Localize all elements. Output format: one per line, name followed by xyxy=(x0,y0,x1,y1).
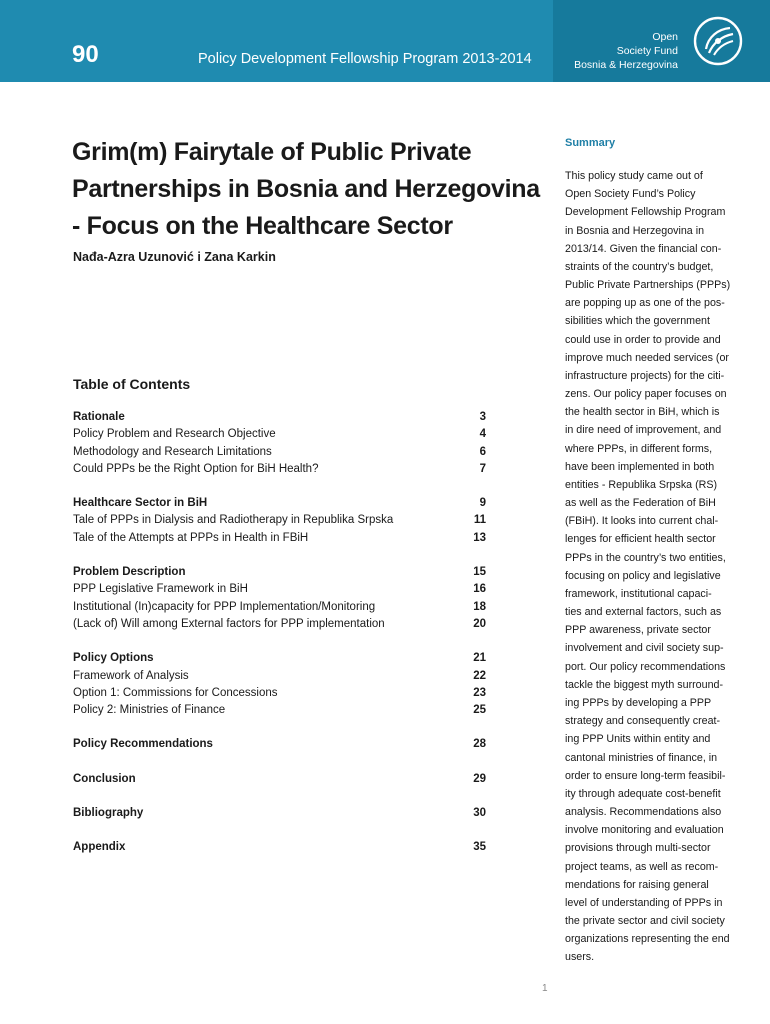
toc-entry[interactable] xyxy=(73,687,486,704)
summary-line: sibilities which the government xyxy=(565,315,710,328)
org-name-line: Society Fund xyxy=(616,45,678,57)
summary-line: framework, institutional capaci- xyxy=(565,587,712,600)
toc-group xyxy=(73,738,486,755)
summary-line: have been implemented in both xyxy=(565,460,715,473)
org-name xyxy=(574,30,678,72)
summary-line: strategy and consequently creat- xyxy=(565,715,721,728)
osf-logo-icon xyxy=(692,15,744,67)
toc-entry-label: Policy Recommendations xyxy=(73,738,213,751)
toc-entry[interactable] xyxy=(73,583,486,600)
summary-line: ties and external factors, such as xyxy=(565,606,722,619)
summary-line: zens. Our policy paper focuses on xyxy=(565,388,727,401)
toc-entry[interactable] xyxy=(73,463,486,480)
toc-entry-label: Problem Description xyxy=(73,566,186,579)
toc-entry[interactable] xyxy=(73,773,486,790)
summary-line: improve much needed services (or xyxy=(565,351,729,364)
summary-line: involvement and civil society sup- xyxy=(565,642,724,655)
toc-entry-page: 29 xyxy=(473,772,486,785)
summary-line: entities - Republika Srpska (RS) xyxy=(565,478,718,491)
toc-entry-label: Tale of PPPs in Dialysis and Radiotherapy in Republika Srpska xyxy=(73,514,394,527)
toc-entry-page: 6 xyxy=(479,445,486,458)
toc-entry-page: 35 xyxy=(473,841,486,854)
summary-line: are popping up as one of the pos- xyxy=(565,297,725,310)
toc-group xyxy=(73,807,486,824)
toc-entry[interactable] xyxy=(73,738,486,755)
summary-line: order to ensure long-term feasibil- xyxy=(565,769,726,782)
toc-entry-page: 7 xyxy=(479,462,486,475)
toc-entry-page: 13 xyxy=(473,531,486,544)
toc-entry-label: Could PPPs be the Right Option for BiH Health? xyxy=(73,462,319,475)
table-of-contents xyxy=(73,411,486,876)
toc-entry-label: Tale of the Attempts at PPPs in Health in FBiH xyxy=(73,531,309,544)
summary-line: analysis. Recommendations also xyxy=(565,806,722,819)
summary-line: ing PPPs by developing a PPP xyxy=(565,696,712,709)
toc-entry-page: 18 xyxy=(473,600,486,613)
summary-line: cantonal ministries of finance, in xyxy=(565,751,718,764)
summary-line: in Bosnia and Herzegovina in xyxy=(565,224,705,237)
toc-entry-page: 25 xyxy=(473,704,486,717)
toc-entry-page: 20 xyxy=(473,617,486,630)
toc-entry-label: Rationale xyxy=(73,411,125,423)
summary-line: involve monitoring and evaluation xyxy=(565,824,724,837)
toc-entry-page: 16 xyxy=(473,583,486,596)
summary-line: lenges for efficient health sector xyxy=(565,533,716,546)
toc-entry-label: Policy 2: Ministries of Finance xyxy=(73,704,226,717)
summary-line: focusing on policy and legislative xyxy=(565,569,721,582)
toc-entry-page: 9 xyxy=(479,497,486,510)
summary-line: Public Private Partnerships (PPPs) xyxy=(565,279,731,292)
summary-line: PPPs in the country’s two entities, xyxy=(565,551,726,564)
summary-line: as well as the Federation of BiH xyxy=(565,497,716,510)
summary-line: (FBiH). It looks into current chal- xyxy=(565,515,719,528)
toc-entry-label: Methodology and Research Limitations xyxy=(73,445,272,458)
toc-entry[interactable] xyxy=(73,601,486,618)
authors: Nađa-Azra Uzunović i Zana Karkin xyxy=(73,250,276,264)
summary-line: organizations representing the end xyxy=(565,933,730,946)
summary-text xyxy=(565,167,735,967)
summary-line: Development Fellowship Program xyxy=(565,206,726,219)
summary-line: infrastructure projects) for the citi- xyxy=(565,369,725,382)
summary-line: where PPPs, in different forms, xyxy=(565,442,713,455)
summary-line: straints of the country’s budget, xyxy=(565,260,714,273)
toc-entry[interactable] xyxy=(73,497,486,514)
summary-line: provisions through multi-sector xyxy=(565,842,711,855)
toc-entry-label: Appendix xyxy=(73,841,126,854)
org-name-line: Open xyxy=(652,31,678,43)
toc-entry-page: 22 xyxy=(473,669,486,682)
footer-page-number: 1 xyxy=(542,983,548,994)
program-title: Policy Development Fellowship Program 2013-2014 xyxy=(198,51,532,67)
toc-entry-label: Institutional (In)capacity for PPP Implementation/Monitoring xyxy=(73,600,376,613)
summary-line: users. xyxy=(565,951,595,964)
toc-entry-page: 11 xyxy=(473,514,486,527)
title-line: Grim(m) Fairytale of Public Private xyxy=(72,138,472,166)
toc-group xyxy=(73,566,486,635)
toc-group xyxy=(73,497,486,549)
toc-entry-label: Conclusion xyxy=(73,772,136,785)
toc-entry-page: 15 xyxy=(473,566,486,579)
toc-entry-label: Healthcare Sector in BiH xyxy=(73,497,208,510)
toc-entry-page: 28 xyxy=(473,738,486,751)
toc-entry-label: Bibliography xyxy=(73,807,144,820)
toc-entry-label: PPP Legislative Framework in BiH xyxy=(73,583,248,596)
title-line: - Focus on the Healthcare Sector xyxy=(72,212,453,240)
toc-entry[interactable] xyxy=(73,566,486,583)
summary-line: the private sector and civil society xyxy=(565,915,725,928)
toc-entry[interactable] xyxy=(73,704,486,721)
toc-entry[interactable] xyxy=(73,411,486,428)
summary-line: tackle the biggest myth surround- xyxy=(565,678,724,691)
toc-entry-page: 3 xyxy=(479,411,486,423)
toc-entry[interactable] xyxy=(73,428,486,445)
toc-heading: Table of Contents xyxy=(73,376,191,392)
document-title xyxy=(72,134,552,245)
summary-line: Open Society Fund’s Policy xyxy=(565,188,696,201)
summary-line: project teams, as well as recom- xyxy=(565,860,719,873)
toc-entry-page: 21 xyxy=(473,652,486,665)
summary-line: in dire need of improvement, and xyxy=(565,424,722,437)
org-name-line: Bosnia & Herzegovina xyxy=(574,59,678,71)
summary-line: PPP awareness, private sector xyxy=(565,624,711,637)
toc-group xyxy=(73,411,486,480)
toc-group xyxy=(73,841,486,858)
page-number: 90 xyxy=(72,41,99,68)
toc-entry[interactable] xyxy=(73,532,486,549)
toc-entry-label: (Lack of) Will among External factors for PPP implementation xyxy=(73,617,385,630)
summary-line: port. Our policy recommendations xyxy=(565,660,726,673)
summary-line: level of understanding of PPPs in xyxy=(565,896,723,909)
toc-entry[interactable] xyxy=(73,446,486,463)
summary-line: ing PPP Units within entity and xyxy=(565,733,711,746)
toc-entry[interactable] xyxy=(73,618,486,635)
summary-line: ity through adequate cost-benefit xyxy=(565,787,721,800)
toc-entry[interactable] xyxy=(73,514,486,531)
toc-entry-page: 23 xyxy=(473,686,486,699)
toc-entry[interactable] xyxy=(73,670,486,687)
toc-entry-page: 4 xyxy=(479,428,486,441)
toc-group xyxy=(73,652,486,721)
toc-entry-label: Option 1: Commissions for Concessions xyxy=(73,686,278,699)
toc-entry-label: Policy Problem and Research Objective xyxy=(73,428,276,441)
toc-entry[interactable] xyxy=(73,807,486,824)
toc-entry[interactable] xyxy=(73,652,486,669)
toc-entry-label: Policy Options xyxy=(73,652,154,665)
title-line: Partnerships in Bosnia and Herzegovina xyxy=(72,175,540,203)
summary-line: the health sector in BiH, which is xyxy=(565,406,720,419)
toc-entry-label: Framework of Analysis xyxy=(73,669,189,682)
toc-group xyxy=(73,773,486,790)
toc-entry[interactable] xyxy=(73,841,486,858)
summary-line: mendations for raising general xyxy=(565,878,709,891)
summary-line: could use in order to provide and xyxy=(565,333,721,346)
summary-line: This policy study came out of xyxy=(565,170,703,182)
toc-entry-page: 30 xyxy=(473,807,486,820)
summary-line: 2013/14. Given the financial con- xyxy=(565,242,722,255)
summary-heading: Summary xyxy=(565,137,616,149)
